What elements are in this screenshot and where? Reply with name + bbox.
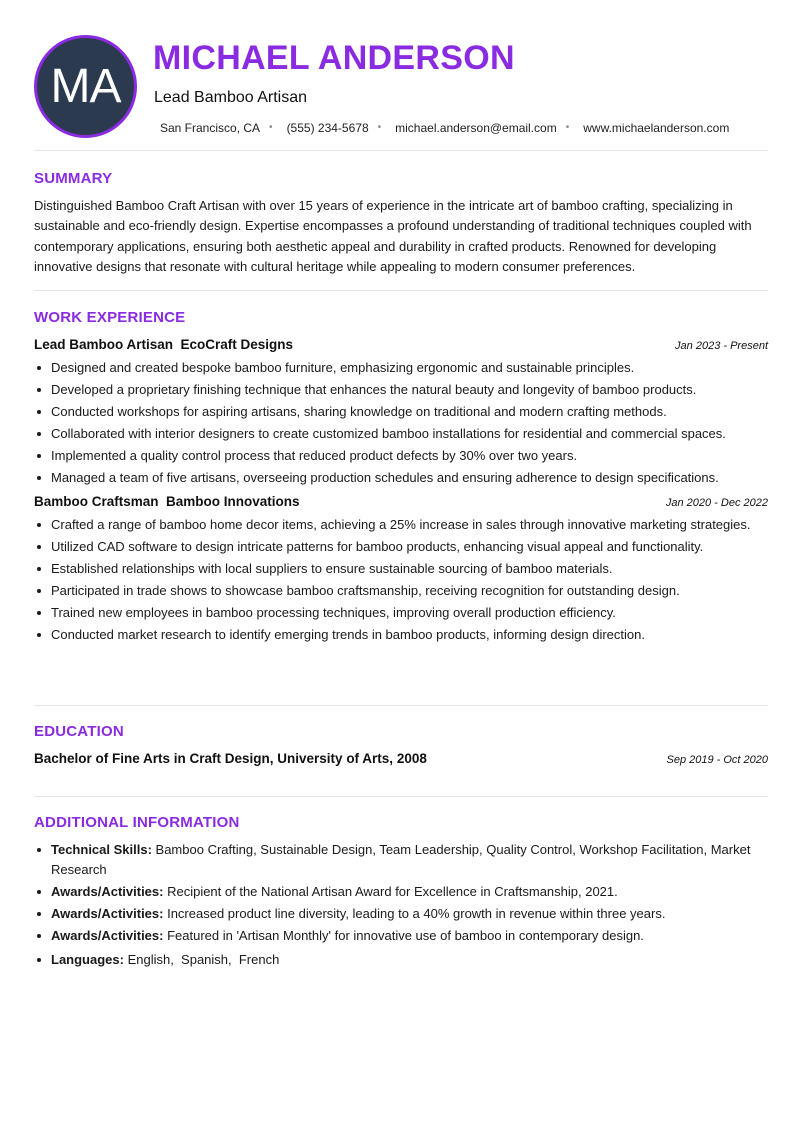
job-title: Lead Bamboo Artisan EcoCraft Designs <box>34 337 294 352</box>
item-label: Awards/Activities: <box>51 928 164 943</box>
job-dates: Jan 2020 - Dec 2022 <box>665 497 768 509</box>
list-item <box>34 882 768 902</box>
item-text: Increased product line diversity, leading to a 40% growth in revenue within three years. <box>163 906 666 921</box>
list-item: Managed a team of five artisans, overseeing production schedules and ensuring adherence to design specifications. <box>34 468 768 488</box>
job-header <box>34 494 768 509</box>
education-entry <box>34 751 768 766</box>
separator-dot-icon: • <box>377 122 382 133</box>
list-item: Crafted a range of bamboo home decor items, achieving a 25% increase in sales through innovative marketing strategies. <box>34 515 768 535</box>
contact-email[interactable]: michael.anderson@email.com <box>395 121 557 135</box>
additional-list <box>34 840 768 970</box>
job-entry <box>34 494 768 645</box>
item-text: Featured in 'Artisan Monthly' for innovative use of bamboo in contemporary design. <box>163 928 644 943</box>
list-item <box>34 950 768 970</box>
avatar <box>34 35 137 138</box>
list-item: Conducted workshops for aspiring artisans, sharing knowledge on traditional and modern crafting methods. <box>34 402 768 422</box>
item-label: Awards/Activities: <box>51 884 164 899</box>
list-item <box>34 904 768 924</box>
avatar-initials: MA <box>50 59 121 113</box>
list-item <box>34 926 768 946</box>
section-divider <box>34 796 768 797</box>
list-item: Utilized CAD software to design intricate patterns for bamboo products, enhancing visual appeal and functionality. <box>34 537 768 557</box>
separator-dot-icon: • <box>269 122 273 133</box>
list-item: Conducted market research to identify emerging trends in bamboo products, informing design direction. <box>34 625 768 645</box>
candidate-role: Lead Bamboo Artisan <box>154 89 307 106</box>
contact-line <box>160 121 729 135</box>
section-title-summary: SUMMARY <box>34 170 113 187</box>
list-item: Designed and created bespoke bamboo furniture, emphasizing ergonomic and sustainable principles. <box>34 358 768 378</box>
education-section <box>34 723 768 766</box>
list-item: Developed a proprietary finishing technique that enhances the natural beauty and longevity of bamboo products. <box>34 380 768 400</box>
separator-dot-icon: • <box>565 122 570 133</box>
item-text: English, Spanish, French <box>123 952 280 967</box>
list-item: Established relationships with local suppliers to ensure sustainable sourcing of bamboo materials. <box>34 559 768 579</box>
resume-header <box>34 0 768 151</box>
list-item <box>34 840 768 880</box>
degree: Bachelor of Fine Arts in Craft Design, University of Arts, 2008 <box>34 751 427 766</box>
list-item: Trained new employees in bamboo processing techniques, improving overall production efficiency. <box>34 603 768 623</box>
additional-section <box>34 814 768 972</box>
item-label: Technical Skills: <box>51 842 152 857</box>
section-divider <box>34 290 768 291</box>
section-divider <box>34 705 768 706</box>
list-item: Collaborated with interior designers to create customized bamboo installations for residential and commercial spaces. <box>34 424 768 444</box>
contact-phone[interactable]: (555) 234-5678 <box>286 121 369 135</box>
contact-location: San Francisco, CA <box>160 121 261 135</box>
section-title-education: EDUCATION <box>34 723 124 740</box>
candidate-name: MICHAEL ANDERSON <box>153 39 515 77</box>
job-dates: Jan 2023 - Present <box>675 340 768 352</box>
job-bullets <box>34 358 768 488</box>
list-item: Participated in trade shows to showcase bamboo craftsmanship, receiving recognition for outstanding design. <box>34 581 768 601</box>
contact-website[interactable]: www.michaelanderson.com <box>583 121 730 135</box>
item-label: Awards/Activities: <box>51 906 164 921</box>
resume-page <box>34 0 768 967</box>
summary-text: Distinguished Bamboo Craft Artisan with over 15 years of experience in the intricate art of bamboo crafting, specializing in sustainable and eco-friendly design. Expertise encompasses a profound understanding of traditional techniques coupled with contemporary applications, ensuring both aesthetic appeal and durability in crafted products. Renowned for developing innovative designs that resonate with cultural heritage while appealing to modern consumer preferences. <box>34 198 752 274</box>
section-title-additional: ADDITIONAL INFORMATION <box>34 814 240 831</box>
section-title-experience: WORK EXPERIENCE <box>34 309 186 326</box>
list-item: Implemented a quality control process that reduced product defects by 30% over two years. <box>34 446 768 466</box>
job-bullets <box>34 515 768 645</box>
job-entry <box>34 337 768 488</box>
item-label: Languages: <box>51 952 124 967</box>
item-text: Recipient of the National Artisan Award for Excellence in Craftsmanship, 2021. <box>163 884 618 899</box>
summary-section <box>34 170 768 277</box>
experience-section <box>34 309 768 647</box>
job-title: Bamboo Craftsman Bamboo Innovations <box>34 494 300 509</box>
item-text: Bamboo Crafting, Sustainable Design, Team Leadership, Quality Control, Workshop Facilitation, Market Research <box>51 842 751 877</box>
job-header <box>34 337 768 352</box>
education-dates: Sep 2019 - Oct 2020 <box>666 754 768 766</box>
